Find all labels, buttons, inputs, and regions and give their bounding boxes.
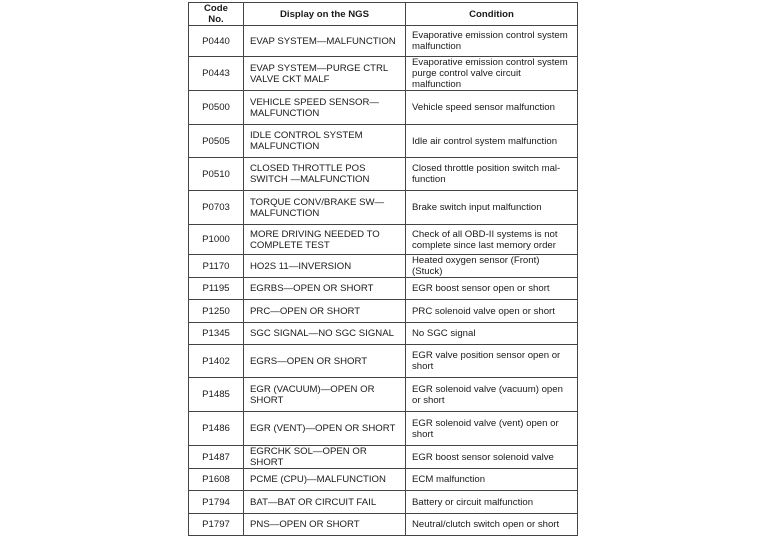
cell-code: P1486 bbox=[189, 412, 244, 446]
header-row bbox=[189, 3, 578, 26]
cell-condition: PRC solenoid valve open or short bbox=[406, 300, 578, 323]
cell-condition: Check of all OBD-II systems is not complete since last memory order bbox=[406, 225, 578, 255]
diagnostic-code-table bbox=[188, 2, 578, 536]
cell-code: P0703 bbox=[189, 191, 244, 225]
cell-condition: Evaporative emission control system malfunction bbox=[406, 26, 578, 57]
cell-display: HO2S 11—INVERSION bbox=[244, 255, 406, 278]
table-row bbox=[189, 446, 578, 469]
cell-code: P0510 bbox=[189, 158, 244, 191]
cell-display: VEHICLE SPEED SENSOR—MALFUNCTION bbox=[244, 91, 406, 125]
table-row bbox=[189, 225, 578, 255]
cell-condition: EGR boost sensor open or short bbox=[406, 278, 578, 300]
table-row bbox=[189, 158, 578, 191]
table-row bbox=[189, 378, 578, 412]
cell-display: MORE DRIVING NEEDED TO COMPLETE TEST bbox=[244, 225, 406, 255]
cell-code: P1195 bbox=[189, 278, 244, 300]
cell-condition: EGR solenoid valve (vent) open or short bbox=[406, 412, 578, 446]
cell-condition: Neutral/clutch switch open or short bbox=[406, 514, 578, 536]
cell-condition: No SGC signal bbox=[406, 323, 578, 345]
table-row bbox=[189, 255, 578, 278]
cell-display: PNS—OPEN OR SHORT bbox=[244, 514, 406, 536]
cell-code: P1250 bbox=[189, 300, 244, 323]
cell-display: EGRCHK SOL—OPEN OR SHORT bbox=[244, 446, 406, 469]
cell-code: P1487 bbox=[189, 446, 244, 469]
cell-code: P1485 bbox=[189, 378, 244, 412]
table-row bbox=[189, 57, 578, 91]
cell-condition: Evaporative emission control system purge control valve circuit malfunction bbox=[406, 57, 578, 91]
cell-code: P1170 bbox=[189, 255, 244, 278]
cell-display: PRC—OPEN OR SHORT bbox=[244, 300, 406, 323]
table-row bbox=[189, 125, 578, 158]
cell-condition: Closed throttle position switch mal-function bbox=[406, 158, 578, 191]
cell-code: P1000 bbox=[189, 225, 244, 255]
table-row bbox=[189, 191, 578, 225]
table-row bbox=[189, 91, 578, 125]
cell-code: P1797 bbox=[189, 514, 244, 536]
cell-condition: Brake switch input malfunction bbox=[406, 191, 578, 225]
table-row bbox=[189, 26, 578, 57]
cell-condition: Vehicle speed sensor malfunction bbox=[406, 91, 578, 125]
cell-code: P1402 bbox=[189, 345, 244, 378]
cell-condition: EGR solenoid valve (vacuum) open or short bbox=[406, 378, 578, 412]
cell-display: CLOSED THROTTLE POS SWITCH —MALFUNCTION bbox=[244, 158, 406, 191]
cell-condition: EGR valve position sensor open or short bbox=[406, 345, 578, 378]
table-row bbox=[189, 323, 578, 345]
cell-code: P0500 bbox=[189, 91, 244, 125]
cell-code: P0505 bbox=[189, 125, 244, 158]
cell-display: IDLE CONTROL SYSTEM MALFUNCTION bbox=[244, 125, 406, 158]
cell-code: P1345 bbox=[189, 323, 244, 345]
table-row bbox=[189, 514, 578, 536]
cell-condition: Battery or circuit malfunction bbox=[406, 491, 578, 514]
cell-display: EGRS—OPEN OR SHORT bbox=[244, 345, 406, 378]
table-row bbox=[189, 491, 578, 514]
cell-code: P1608 bbox=[189, 469, 244, 491]
cell-condition: EGR boost sensor solenoid valve bbox=[406, 446, 578, 469]
cell-display: EVAP SYSTEM—MALFUNCTION bbox=[244, 26, 406, 57]
table-row bbox=[189, 412, 578, 446]
table-row bbox=[189, 300, 578, 323]
header-condition: Condition bbox=[406, 3, 578, 26]
header-code: Code No. bbox=[189, 3, 244, 26]
cell-display: EVAP SYSTEM—PURGE CTRL VALVE CKT MALF bbox=[244, 57, 406, 91]
cell-display: EGR (VACUUM)—OPEN OR SHORT bbox=[244, 378, 406, 412]
table-row bbox=[189, 345, 578, 378]
table-row bbox=[189, 278, 578, 300]
header-display: Display on the NGS bbox=[244, 3, 406, 26]
cell-code: P0443 bbox=[189, 57, 244, 91]
cell-code: P1794 bbox=[189, 491, 244, 514]
cell-display: BAT—BAT OR CIRCUIT FAIL bbox=[244, 491, 406, 514]
cell-display: EGRBS—OPEN OR SHORT bbox=[244, 278, 406, 300]
cell-display: EGR (VENT)—OPEN OR SHORT bbox=[244, 412, 406, 446]
cell-code: P0440 bbox=[189, 26, 244, 57]
cell-display: PCME (CPU)—MALFUNCTION bbox=[244, 469, 406, 491]
cell-condition: Idle air control system malfunction bbox=[406, 125, 578, 158]
cell-display: SGC SIGNAL—NO SGC SIGNAL bbox=[244, 323, 406, 345]
cell-display: TORQUE CONV/BRAKE SW—MALFUNCTION bbox=[244, 191, 406, 225]
table-row bbox=[189, 469, 578, 491]
cell-condition: ECM malfunction bbox=[406, 469, 578, 491]
cell-condition: Heated oxygen sensor (Front) (Stuck) bbox=[406, 255, 578, 278]
